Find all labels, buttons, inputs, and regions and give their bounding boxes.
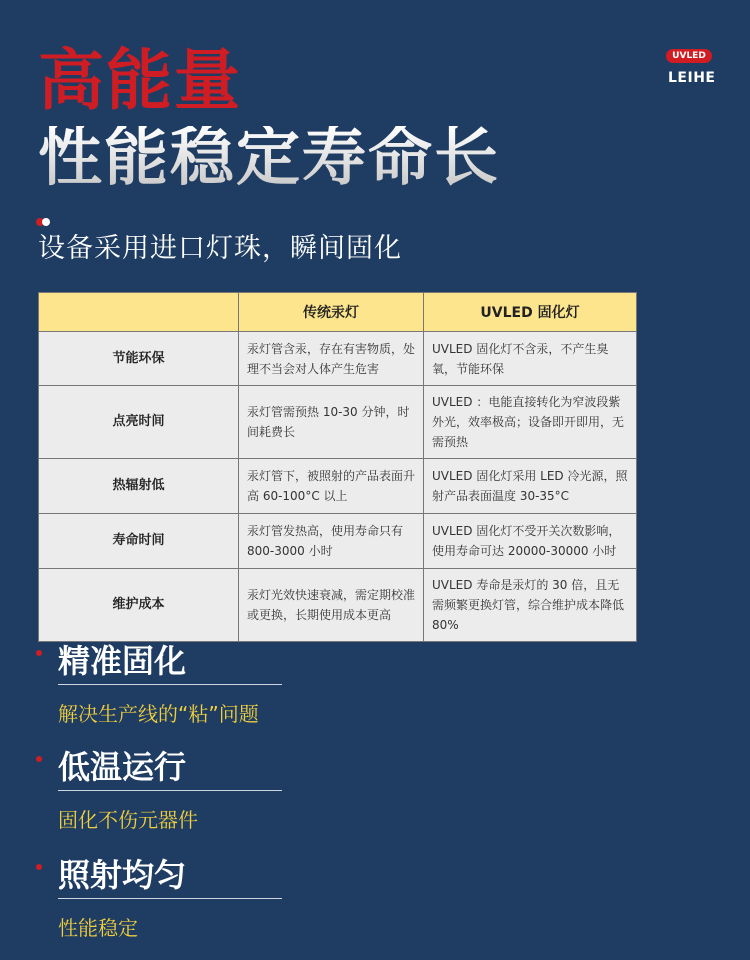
table-header-traditional: 传统汞灯	[239, 293, 424, 332]
headline-secondary: 性能稳定寿命长	[38, 121, 500, 195]
bullet-dot-icon	[36, 650, 42, 656]
row-label: 节能环保	[39, 332, 239, 386]
feature-desc: 解决生产线的“粘”问题	[58, 702, 259, 726]
table-row	[39, 386, 637, 459]
uvled-cell: UVLED 固化灯不受开关次数影响，使用寿命可达 20000-30000 小时	[424, 514, 637, 569]
traditional-cell: 汞灯管发热高，使用寿命只有 800-3000 小时	[239, 514, 424, 569]
white-dot-icon	[42, 218, 50, 226]
feature-divider	[58, 790, 282, 791]
row-label: 寿命时间	[39, 514, 239, 569]
table-header-uvled: UVLED 固化灯	[424, 293, 637, 332]
headline-primary: 高能量	[38, 42, 242, 119]
feature-desc: 固化不伤元器件	[58, 808, 198, 832]
table-row	[39, 514, 637, 569]
table-header-row	[39, 293, 637, 332]
row-label: 维护成本	[39, 569, 239, 642]
table-header-empty	[39, 293, 239, 332]
feature-title: 照射均匀	[58, 856, 187, 894]
uvled-cell: UVLED 寿命是汞灯的 30 倍，且无需频繁更换灯管，综合维护成本降低 80%	[424, 569, 637, 642]
bullet-dot-icon	[36, 864, 42, 870]
row-label: 热辐射低	[39, 459, 239, 514]
uvled-cell: UVLED ：电能直接转化为窄波段紫外光，效率极高；设备即开即用，无需预热	[424, 386, 637, 459]
uvled-cell: UVLED 固化灯不含汞，不产生臭氧，节能环保	[424, 332, 637, 386]
traditional-cell: 汞灯管含汞，存在有害物质，处理不当会对人体产生危害	[239, 332, 424, 386]
brand-badge: UVLED	[666, 49, 712, 63]
uvled-cell: UVLED 固化灯采用 LED 冷光源，照射产品表面温度 30-35°C	[424, 459, 637, 514]
table-row	[39, 332, 637, 386]
row-label: 点亮时间	[39, 386, 239, 459]
feature-title: 低温运行	[58, 748, 187, 786]
feature-desc: 性能稳定	[58, 916, 138, 940]
table-row	[39, 459, 637, 514]
bullet-dot-icon	[36, 756, 42, 762]
feature-title: 精准固化	[58, 642, 187, 680]
traditional-cell: 汞灯管下，被照射的产品表面升高 60-100°C 以上	[239, 459, 424, 514]
comparison-table	[38, 292, 637, 642]
traditional-cell: 汞灯光效快速衰减，需定期校准或更换，长期使用成本更高	[239, 569, 424, 642]
traditional-cell: 汞灯管需预热 10-30 分钟，时间耗费长	[239, 386, 424, 459]
subtitle: 设备采用进口灯珠，瞬间固化	[38, 233, 402, 264]
feature-divider	[58, 898, 282, 899]
feature-divider	[58, 684, 282, 685]
brand-name: LEIHE	[668, 70, 716, 86]
table-row	[39, 569, 637, 642]
